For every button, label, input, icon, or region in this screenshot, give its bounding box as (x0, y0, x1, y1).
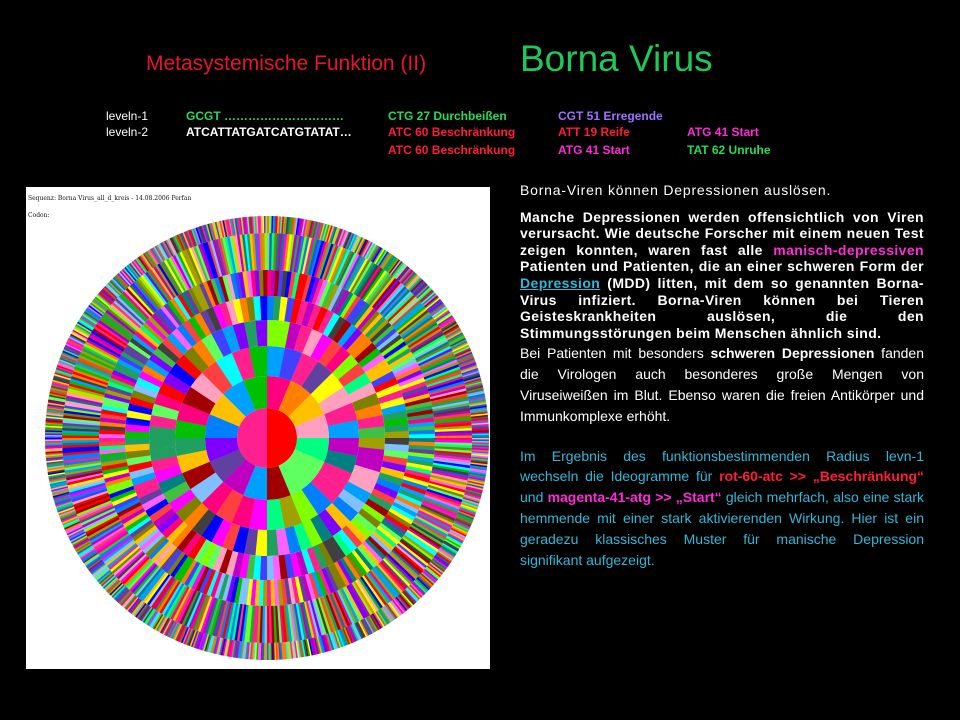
text-span: Bei Patienten mit besonders (520, 345, 711, 362)
level-1-sequence: GCGT ………………………… (186, 109, 344, 123)
text-span: Im Ergebnis des funktionsbestimmenden Radius levn-1 wechseln die Ideogramme für (520, 447, 924, 485)
wheel-segment (267, 606, 270, 643)
intro-sentence: Borna-Viren können Depressionen auslösen. (520, 182, 832, 198)
level-2-codon-a: ATC 60 Beschränkung (388, 125, 516, 139)
paragraph-severe-depression (520, 343, 924, 426)
wheel-segment (267, 580, 271, 606)
text-span: fanden die Virologen auch besonderes große Mengen von Viruseiweißen im Blut. Ebenso waren die freien Antikörper und Immunkomplexe erhöht. (520, 345, 925, 424)
depression-link[interactable]: Depression (520, 274, 601, 291)
wheel-segment (260, 296, 267, 320)
paragraph-depression-viruses (520, 209, 924, 342)
level-2-codon-c: ATG 41 Start (687, 125, 759, 139)
figure-header: Sequenz: Borna Virus_all_d_kreis - 14.08.2006 Perfan (28, 195, 192, 202)
text-span: und (520, 489, 548, 506)
wheel-segment (409, 434, 435, 438)
text-span: Manche Depressionen werden offensichtlich von Viren verursacht. Wie deutsche Forscher mit einem neuen Test zeigen konnten, waren fast alle (520, 208, 924, 258)
wheel-segment (267, 556, 274, 580)
level-2-sequence: ATCATTATGATCATGTATAT… (186, 125, 352, 139)
level-1-codon-a: CTG 27 Durchbeißen (388, 109, 507, 123)
highlight-manic: manisch-depressiven (773, 241, 924, 258)
level-1-codon-b: CGT 51 Erregende (558, 109, 663, 123)
wheel-segment (435, 435, 472, 438)
highlight-start: magenta-41-atg >> „Start“ (547, 489, 722, 506)
text-span: Patienten und Patienten, die an einer schweren Form der (520, 258, 924, 275)
slide-title: Borna Virus (520, 38, 713, 79)
codon-wheel-figure (26, 187, 490, 669)
level-1-label: leveln-1 (106, 109, 149, 123)
figure-codon-label: Codon: (28, 212, 50, 219)
wheel-segment (264, 233, 267, 270)
level-2-label: leveln-2 (106, 125, 149, 139)
text-span: gleich mehrfach, also eine stark hemmende mit einer stark aktivierenden Wirkung. Hier ist ein geradezu klassisches Muster für manische Depression signifikant aufgezeigt. (520, 489, 925, 568)
wheel-segment (62, 438, 99, 441)
wheel-segment (99, 438, 125, 442)
paragraph-result (520, 446, 924, 571)
level-3-codon-a: ATC 60 Beschränkung (388, 143, 516, 157)
wheel-segment (263, 270, 267, 296)
highlight-severe: schweren Depressionen (710, 345, 875, 362)
body-text (520, 182, 924, 570)
codon-ideogram-wheel (26, 187, 490, 669)
highlight-restriction: rot-60-atc >> „Beschränkung“ (719, 468, 924, 485)
wheel-segment (265, 216, 267, 233)
wheel-segment (125, 438, 149, 445)
level-2-codon-b: ATT 19 Reife (558, 125, 630, 139)
wheel-segment (385, 431, 409, 438)
text-span: (MDD) litten, mit dem so genannten Borna-Virus infiziert. Borna-Viren können bei Tieren Geisteskrankheiten auslösen, die den Stimmungsstörungen beim Menschen ähnlich sind. (520, 274, 924, 341)
slide-subtitle: Metasystemische Funktion (II) (146, 52, 427, 75)
level-3-codon-b: ATG 41 Start (558, 143, 630, 157)
level-3-codon-c: TAT 62 Unruhe (687, 143, 771, 157)
